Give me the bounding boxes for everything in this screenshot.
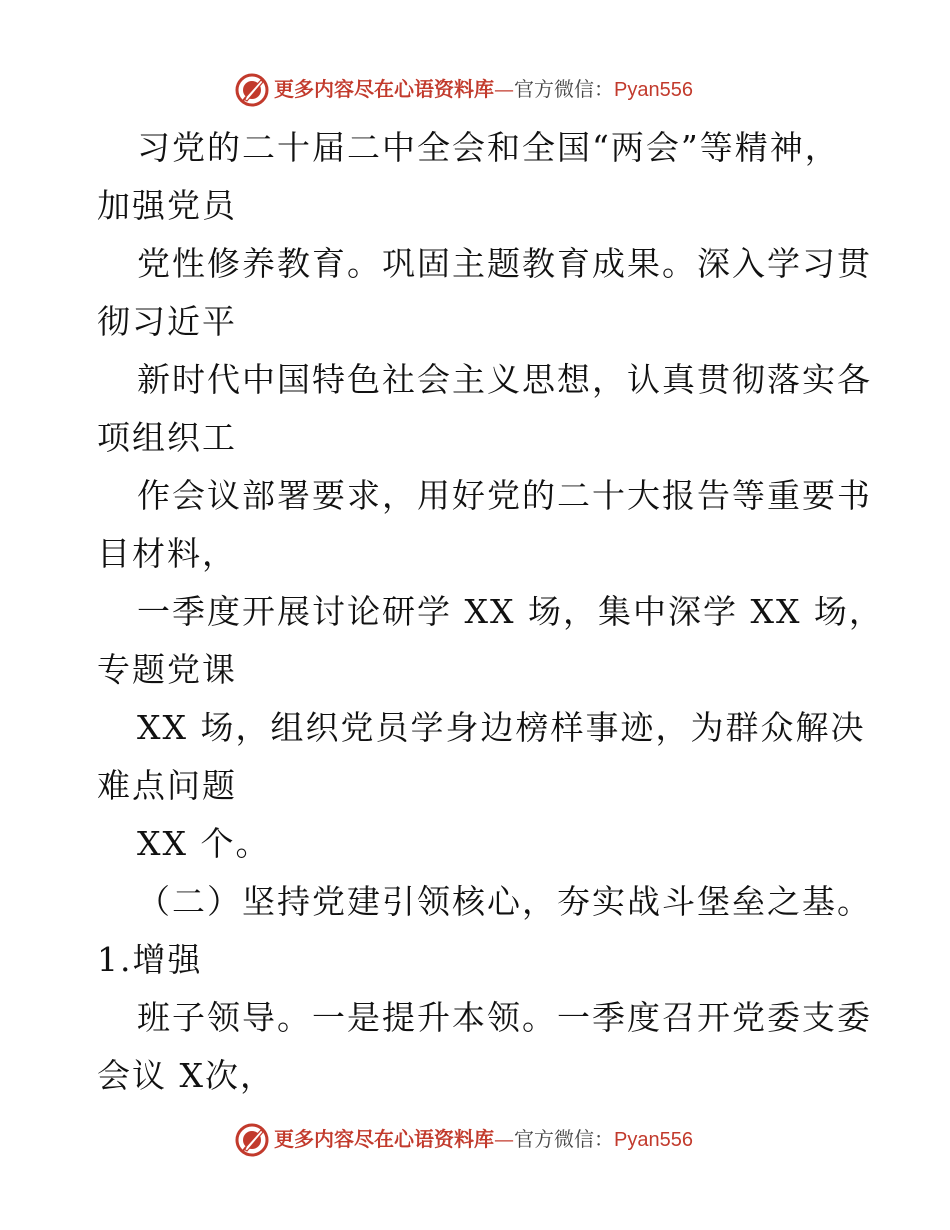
- paragraph-line: 一季度开展讨论研学 XX 场，集中深学 XX 场，: [137, 592, 884, 631]
- paragraph-line: 项组织工: [97, 418, 237, 457]
- banner-wechat-id: Pyan556: [614, 1129, 693, 1151]
- paragraph-line: 党性修养教育。巩固主题教育成果。深入学习贯: [137, 244, 872, 283]
- paragraph-line: 班子领导。一是提升本领。一季度召开党委支委: [137, 998, 872, 1037]
- banner-main-text: 更多内容尽在心语资料库: [274, 77, 494, 101]
- quill-pen-logo-icon: [234, 1122, 270, 1158]
- banner-dash: —: [494, 77, 514, 101]
- paragraph-line: 新时代中国特色社会主义思想，认真贯彻落实各: [137, 360, 872, 399]
- paragraph-line: 专题党课: [97, 650, 237, 689]
- paragraph-line: 难点问题: [97, 766, 237, 805]
- banner-wechat-label: 官方微信：: [514, 1127, 614, 1151]
- paragraph-line: 会议 X次，: [97, 1056, 275, 1095]
- paragraph-line: 1.增强: [97, 940, 203, 979]
- paragraph-line: 彻习近平: [97, 302, 237, 341]
- banner-dash: —: [494, 1127, 514, 1151]
- banner-wechat-label: 官方微信：: [514, 77, 614, 101]
- banner-wechat-id: Pyan556: [614, 79, 693, 101]
- paragraph-line: 作会议部署要求，用好党的二十大报告等重要书: [137, 476, 872, 515]
- paragraph-line: 习党的二十届二中全会和全国“两会”等精神，: [137, 128, 840, 167]
- paragraph-line: 加强党员: [97, 186, 237, 225]
- banner-caption: [274, 1127, 693, 1152]
- banner-caption: [274, 77, 693, 102]
- paragraph-line: XX 场，组织党员学身边榜样事迹，为群众解决: [137, 708, 866, 747]
- banner-main-text: 更多内容尽在心语资料库: [274, 1127, 494, 1151]
- section-heading-line: （二）坚持党建引领核心，夯实战斗堡垒之基。: [137, 882, 872, 921]
- paragraph-line: 目材料，: [97, 534, 237, 573]
- footer-banner: [0, 1120, 950, 1160]
- paragraph-line: XX 个。: [137, 824, 271, 863]
- quill-pen-logo-icon: [234, 72, 270, 108]
- header-banner: [0, 70, 950, 110]
